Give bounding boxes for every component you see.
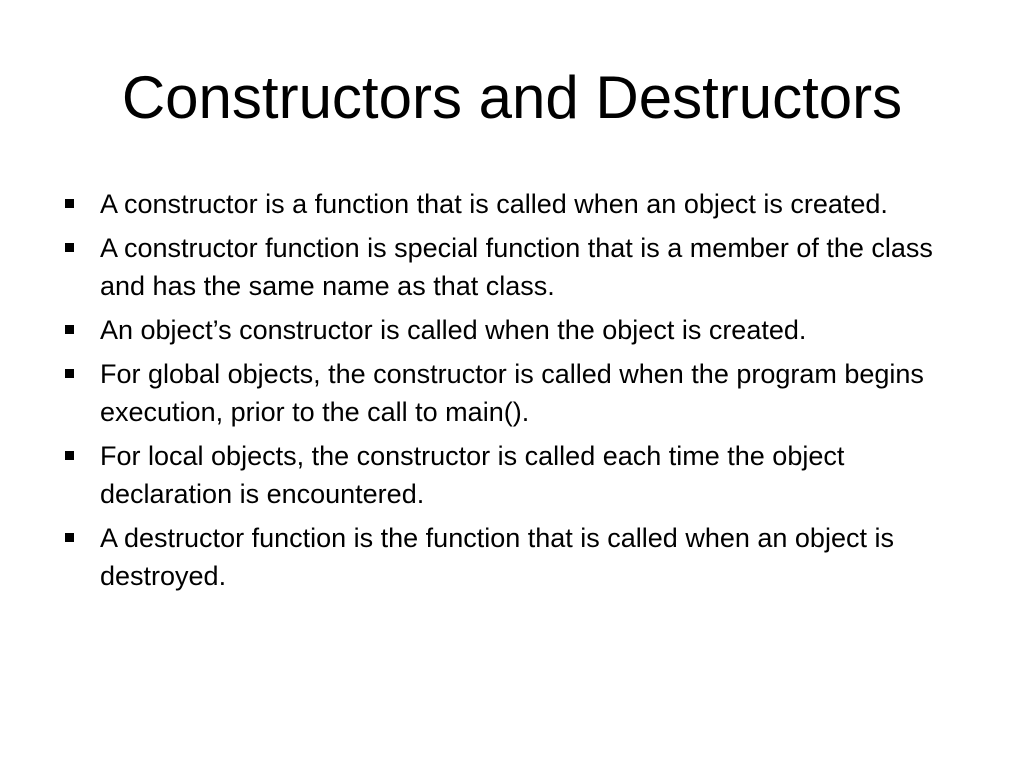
bullet-item [62,229,972,305]
bullet-item [62,311,972,349]
square-bullet-icon [65,243,74,252]
bullet-item [62,355,972,431]
bullet-list [62,185,972,601]
bullet-text: A destructor function is the function that is called when an object is destroyed. [100,523,894,591]
bullet-text: For global objects, the constructor is called when the program begins execution, prior to the call to main(). [100,359,924,427]
bullet-text: A constructor is a function that is called when an object is created. [100,189,888,219]
bullet-text: A constructor function is special function that is a member of the class and has the same name as that class. [100,233,933,301]
square-bullet-icon [65,199,74,208]
bullet-item [62,519,972,595]
bullet-text: For local objects, the constructor is called each time the object declaration is encountered. [100,441,845,509]
bullet-item [62,437,972,513]
square-bullet-icon [65,451,74,460]
slide-title: Constructors and Destructors [121,64,903,131]
bullet-text: An object’s constructor is called when the object is created. [100,315,807,345]
bullet-item [62,185,972,223]
square-bullet-icon [65,369,74,378]
square-bullet-icon [65,325,74,334]
square-bullet-icon [65,533,74,542]
